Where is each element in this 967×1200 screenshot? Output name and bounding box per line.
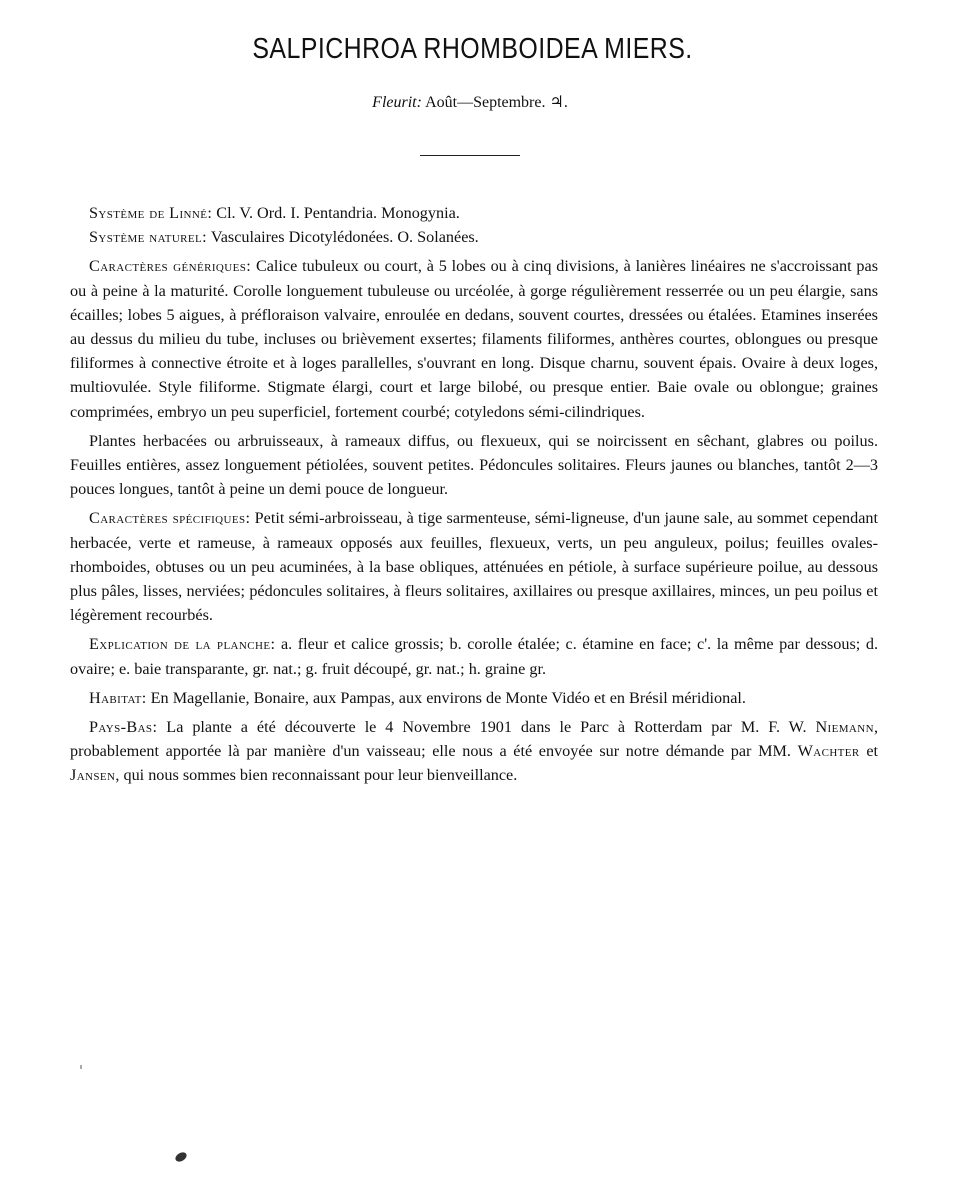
linne-label: Système de Linné: — [89, 204, 213, 222]
explication-label: Explication de la planche: — [89, 635, 276, 654]
paysbas-text-3: et — [859, 742, 878, 761]
generiques-label: Caractères génériques: — [89, 257, 252, 276]
flowering-line — [0, 92, 940, 112]
paysbas-text-2: , probablement apportée là par manière d'un vaisseau; elle nous a été envoyée sur notre démande par MM. — [70, 718, 878, 761]
specifiques-paragraph — [70, 506, 878, 627]
perennial-symbol: ♃. — [549, 94, 568, 111]
habitat-text: En Magellanie, Bonaire, aux Pampas, aux environs de Monte Vidéo et en Brésil méridional. — [146, 688, 746, 707]
generiques-paragraph — [70, 254, 878, 423]
ink-blot — [174, 1151, 188, 1164]
linne-text: Cl. V. Ord. I. Pentandria. Monogynia. — [212, 204, 460, 222]
generiques-text: Calice tubuleux ou court, à 5 lobes ou à cinq divisions, à lanières linéaires ne s'accroissant pas ou à peine à la maturité. Corolle longuement tubuleuse ou urcéolée, à gorge régulièrement resserrée ou un peu élargie, sans écailles; lobes 5 aigues, à préfloraison valvaire, enroulée en dedans, souvent courtes, dressées ou étalées. Etamines inserées au dessus du milieu du tube, incluses ou brièvement exsertes; filaments filiformes, anthères courtes, oblongues ou presque filiformes à connective étroite et à loges parallelles, s'ouvrant en long. Disque charnu, souvent épais. Ovaire à deux loges, multiovulée. Style filiforme. Stigmate élargi, court et large bilobé, ou presque entier. Baie ovale ou oblongue; graines comprimées, embryo un peu superficiel, fortement courbé; cotyledons sémi-cilindriques. — [70, 257, 878, 421]
paysbas-text-4: , qui nous sommes bien reconnaissant pour leur bienveillance. — [115, 766, 518, 785]
person-niemann: Niemann — [815, 718, 874, 737]
specifiques-text: Petit sémi-arbroisseau, à tige sarmenteuse, sémi-ligneuse, d'un jaune sale, au sommet cependant herbacée, verte et rameuse, à rameaux opposés aux feuilles, flexueux, verts, un peu anguleux, poilus; feuilles ovales-rhomboides, obtuses ou un peu acuminées, à la base obliques, atténuées en pétiole, à surface supérieure poilue, au dessous plus pâles, lisses, nerviées; pédoncules solitaires, à fleurs solitaires, axillaires ou presque axillaires, minces, un peu poilus et légèrement recourbés. — [70, 509, 878, 625]
explication-paragraph — [70, 632, 878, 680]
naturel-text: Vasculaires Dicotylédonées. O. Solanées. — [207, 228, 479, 247]
explication-text: a. fleur et calice grossis; b. corolle étalée; c. étamine en face; c'. la même par dessous; d. ovaire; e. baie transparante, gr. nat.; g. fruit découpé, gr. nat.; h. graine gr. — [70, 635, 878, 678]
paysbas-text-1: La plante a été découverte le 4 Novembre 1901 dans le Parc à Rotterdam par M. F. W. — [157, 718, 816, 737]
naturel-paragraph — [70, 225, 878, 249]
body-text — [70, 201, 878, 793]
paysbas-label: Pays-Bas: — [89, 718, 158, 737]
scan-speck — [80, 1065, 82, 1069]
page-title: SALPICHROA RHOMBOIDEA MIERS. — [252, 33, 693, 65]
habitat-paragraph — [70, 686, 878, 710]
linne-paragraph — [70, 201, 878, 225]
person-jansen: Jansen — [70, 766, 116, 785]
divider — [420, 155, 520, 156]
flowering-label: Fleurit: — [372, 94, 422, 111]
flowering-value: Août—Septembre. — [425, 94, 546, 111]
plantes-paragraph: Plantes herbacées ou arbruisseaux, à rameaux diffus, ou flexueux, qui se noircissent en sêchant, glabres ou poilus. Feuilles entières, assez longuement pétiolées, souvent petites. Pédoncules solitaires. Fleurs jaunes ou blanches, tantôt 2—3 pouces longues, tantôt à peine un demi pouce de longueur. — [70, 431, 878, 499]
naturel-label: Système naturel: — [89, 228, 208, 247]
paysbas-paragraph — [70, 715, 878, 788]
habitat-label: Habitat: — [89, 688, 147, 707]
specifiques-label: Caractères spécifiques: — [89, 509, 251, 528]
person-wachter: Wachter — [797, 742, 860, 761]
